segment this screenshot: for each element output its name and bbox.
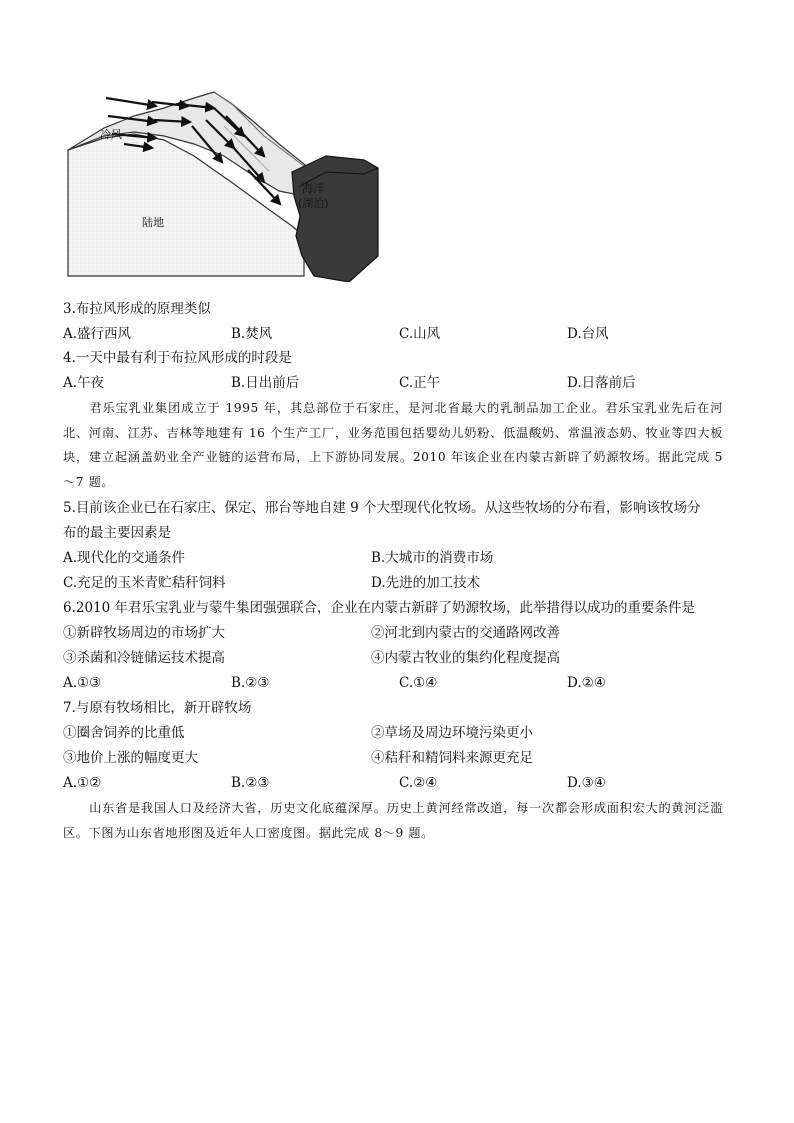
q5-option-a[interactable]: A.现代化的交通条件	[63, 550, 186, 566]
passage-junlebao	[63, 396, 723, 494]
q5-option-c[interactable]: C.充足的玉米青贮秸秆饲料	[63, 575, 226, 591]
q7-option-c[interactable]: C.②④	[399, 775, 438, 791]
q7-item-2: ②草场及周边环境污染更小	[371, 725, 533, 741]
question-5-stem-line1: 5.目前该企业已在石家庄、保定、邢台等地自建 9 个大型现代化牧场。从这些牧场的分布看，影响该牧场分	[63, 500, 701, 516]
land-label: 陆地	[142, 216, 164, 229]
question-7-stem: 7.与原有牧场相比，新开辟牧场	[63, 700, 252, 716]
sea-label-paren: (湖泊)	[298, 197, 329, 210]
q4-option-b[interactable]: B.日出前后	[231, 375, 300, 391]
q4-option-a[interactable]: A.午夜	[63, 375, 105, 391]
q5-option-d[interactable]: D.先进的加工技术	[371, 575, 481, 591]
question-4-stem: 4.一天中最有利于布拉风形成的时段是	[63, 350, 292, 366]
q6-item-4: ④内蒙古牧业的集约化程度提高	[371, 650, 560, 666]
question-5-stem-line2: 布的最主要因素是	[63, 525, 171, 541]
q6-option-c[interactable]: C.①④	[399, 675, 438, 691]
question-3-stem: 3.布拉风形成的原理类似	[63, 301, 211, 317]
q6-option-a[interactable]: A.①③	[63, 675, 102, 691]
q7-item-3: ③地价上涨的幅度更大	[63, 750, 198, 766]
q3-option-a[interactable]: A.盛行西风	[63, 326, 132, 342]
q4-option-d[interactable]: D.日落前后	[567, 375, 636, 391]
q6-item-3: ③杀菌和冷链储运技术提高	[63, 650, 225, 666]
sea-label: 海洋	[302, 182, 324, 195]
passage-shandong	[63, 796, 723, 845]
bora-wind-diagram	[64, 86, 386, 282]
sea-block	[292, 156, 378, 282]
q5-option-b[interactable]: B.大城市的消费市场	[371, 550, 494, 566]
q3-option-b[interactable]: B.焚风	[231, 326, 273, 342]
cold-wind-label: 冷风	[100, 128, 122, 141]
passage-shandong-text: 山东省是我国人口及经济大省，历史文化底蕴深厚。历史上黄河经常改道，每一次都会形成面积宏大的黄河泛滥区。下图为山东省地形图及近年人口密度图。据此完成 8～9 题。	[63, 801, 723, 840]
q3-option-c[interactable]: C.山风	[399, 326, 441, 342]
q7-option-a[interactable]: A.①②	[63, 775, 102, 791]
q7-item-1: ①圈舍饲养的比重低	[63, 725, 185, 741]
q6-option-d[interactable]: D.②④	[567, 675, 606, 691]
question-6-stem: 6.2010 年君乐宝乳业与蒙牛集团强强联合，企业在内蒙古新辟了奶源牧场，此举措得以成功的重要条件是	[63, 600, 696, 616]
q4-option-c[interactable]: C.正午	[399, 375, 441, 391]
q7-item-4: ④秸秆和精饲料来源更充足	[371, 750, 533, 766]
passage-junlebao-text: 君乐宝乳业集团成立于 1995 年，其总部位于石家庄，是河北省最大的乳制品加工企业。君乐宝乳业先后在河北、河南、江苏、吉林等地建有 16 个生产工厂，业务范围包括婴幼儿奶粉、低温酸奶、常温液态奶、牧业等四大板块，建立起涵盖奶业全产业链的运营布局，上下游协同发展。2010 年该企业在内蒙古新辟了奶源牧场。据此完成 5～7 题。	[63, 401, 723, 489]
q3-option-d[interactable]: D.台风	[567, 326, 609, 342]
q7-option-b[interactable]: B.②③	[231, 775, 270, 791]
q6-item-1: ①新辟牧场周边的市场扩大	[63, 625, 225, 641]
q6-option-b[interactable]: B.②③	[231, 675, 270, 691]
q7-option-d[interactable]: D.③④	[567, 775, 606, 791]
q6-item-2: ②河北到内蒙古的交通路网改善	[371, 625, 560, 641]
